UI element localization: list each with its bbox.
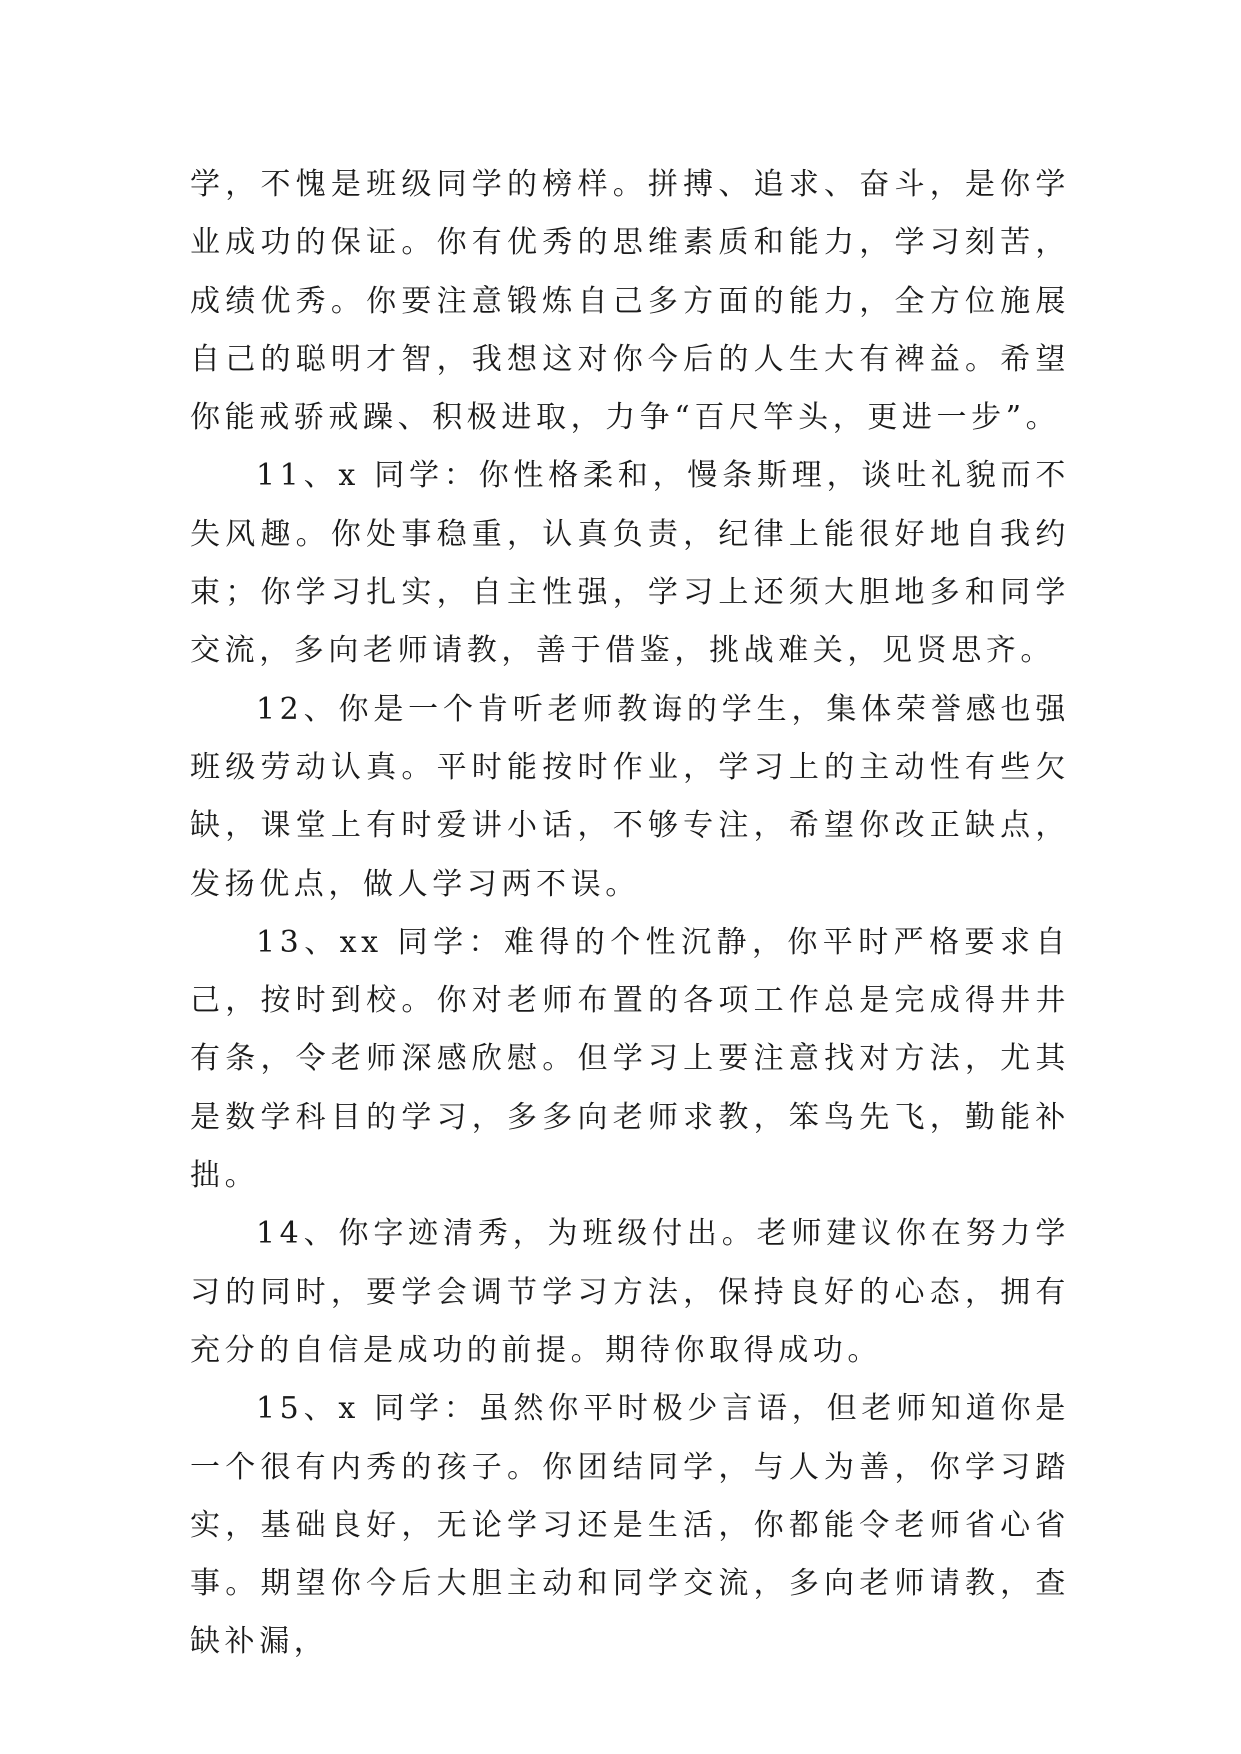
document-body	[190, 156, 1070, 1672]
paragraph-continuation: 学，不愧是班级同学的榜样。拼搏、追求、奋斗，是你学业成功的保证。你有优秀的思维素质和能力，学习刻苦，成绩优秀。你要注意锻炼自己多方面的能力，全方位施展自己的聪明才智，我想这对你今后的人生大有裨益。希望你能戒骄戒躁、积极进取，力争“百尺竿头，更进一步”。	[190, 167, 1070, 436]
paragraph-comment-13: 13、xx 同学：难得的个性沉静，你平时严格要求自己，按时到校。你对老师布置的各项工作总是完成得井井有条，令老师深感欣慰。但学习上要注意找对方法，尤其是数学科目的学习，多多向老师求教，笨鸟先飞，勤能补拙。	[190, 924, 1070, 1194]
paragraph-comment-14: 14、你字迹清秀，为班级付出。老师建议你在努力学习的同时，要学会调节学习方法，保持良好的心态，拥有充分的自信是成功的前提。期待你取得成功。	[190, 1216, 1070, 1368]
paragraph-comment-12: 12、你是一个肯听老师教诲的学生，集体荣誉感也强班级劳动认真。平时能按时作业，学习上的主动性有些欠缺，课堂上有时爱讲小话，不够专注，希望你改正缺点，发扬优点，做人学习两不误。	[190, 691, 1070, 902]
paragraph-comment-11: 11、x 同学：你性格柔和，慢条斯理，谈吐礼貌而不失风趣。你处事稳重，认真负责，纪律上能很好地自我约束；你学习扎实，自主性强，学习上还须大胆地多和同学交流，多向老师请教，善于借鉴，挑战难关，见贤思齐。	[190, 458, 1070, 669]
paragraph-comment-15: 15、x 同学：虽然你平时极少言语，但老师知道你是一个很有内秀的孩子。你团结同学，与人为善，你学习踏实，基础良好，无论学习还是生活，你都能令老师省心省事。期望你今后大胆主动和同学交流，多向老师请教，查缺补漏，	[190, 1391, 1070, 1660]
